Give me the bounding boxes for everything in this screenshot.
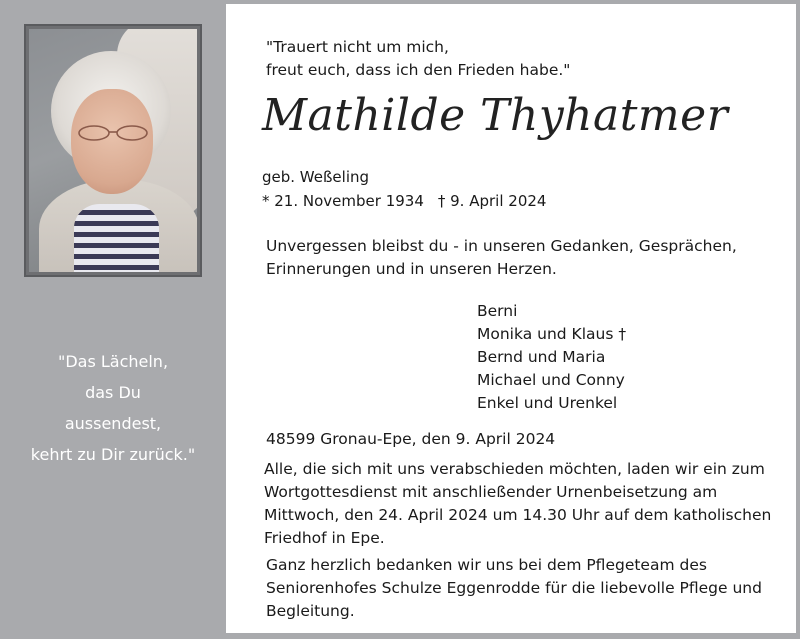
invitation-line: Friedhof in Epe. (264, 529, 385, 547)
family-member: Michael und Conny (477, 371, 625, 389)
portrait-photo (29, 29, 197, 272)
thanks-text (266, 554, 786, 623)
invitation-line: Wortgottesdienst mit anschließender Urnenbeisetzung am (264, 483, 718, 501)
family-member: Berni (477, 302, 518, 320)
birth-name: geb. Weßeling (262, 168, 370, 186)
motto-quote (266, 36, 570, 82)
invitation-line: Alle, die sich mit uns verabschieden möchten, laden wir ein zum (264, 460, 765, 478)
left-quote (0, 346, 226, 470)
funeral-invitation (264, 458, 784, 550)
glasses-icon (77, 124, 149, 142)
left-quote-line: das Du (85, 383, 141, 402)
thanks-line: Ganz herzlich bedanken wir uns bei dem Pflegeteam des (266, 556, 707, 574)
thanks-line: Seniorenhofes Schulze Eggenrodde für die liebevolle Pflege und (266, 579, 762, 597)
motto-line: "Trauert nicht um mich, (266, 38, 449, 56)
left-quote-line: "Das Lächeln, (57, 352, 169, 371)
remembrance-text (266, 235, 737, 281)
place-and-date: 48599 Gronau-Epe, den 9. April 2024 (266, 430, 556, 448)
left-quote-line: aussendest, (64, 414, 162, 433)
remembrance-line: Unvergessen bleibst du - in unseren Gedanken, Gesprächen, (266, 237, 737, 255)
family-member: Enkel und Urenkel (477, 394, 618, 412)
obituary-text-panel (226, 4, 796, 633)
left-quote-line: kehrt zu Dir zurück." (30, 445, 196, 464)
death-date: † 9. April 2024 (437, 192, 547, 210)
remembrance-line: Erinnerungen und in unseren Herzen. (266, 260, 557, 278)
family-member: Monika und Klaus † (477, 325, 627, 343)
left-panel (0, 0, 226, 639)
life-dates (262, 192, 546, 210)
portrait-frame (24, 24, 202, 277)
family-list (477, 300, 626, 415)
invitation-line: Mittwoch, den 24. April 2024 um 14.30 Uhr auf dem katholischen (264, 506, 772, 524)
motto-line: freut euch, dass ich den Frieden habe." (266, 61, 571, 79)
deceased-name: Mathilde Thyhatmer (262, 90, 729, 141)
family-member: Bernd und Maria (477, 348, 606, 366)
thanks-line: Begleitung. (266, 602, 355, 620)
birth-date: * 21. November 1934 (262, 192, 424, 210)
